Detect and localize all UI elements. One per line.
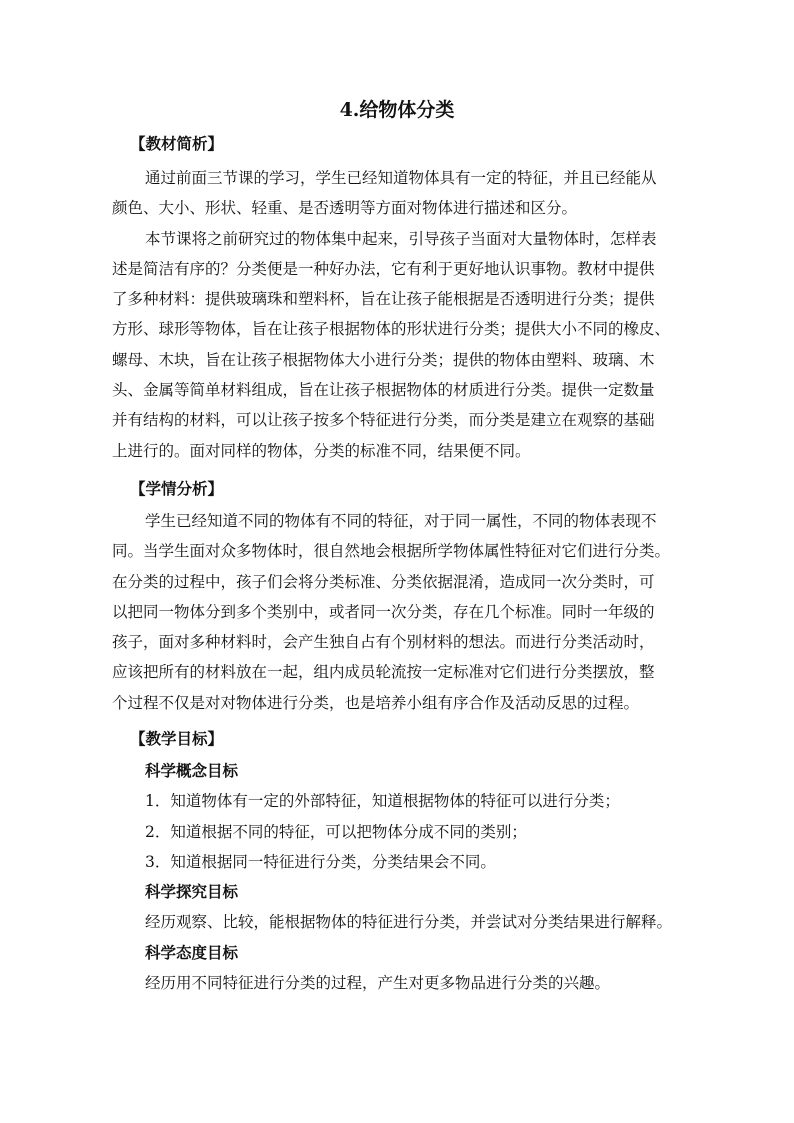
paragraph-line: 螺母、木块，旨在让孩子根据物体大小进行分类；提供的物体由塑料、玻璃、木 <box>112 350 655 369</box>
student-analysis-body <box>112 506 712 718</box>
paragraph-line: 头、金属等简单材料组成，旨在让孩子根据物体的材质进行分类。提供一定数量 <box>112 381 655 400</box>
textbook-analysis-body <box>112 163 712 466</box>
paragraph-line: 在分类的过程中，孩子们会将分类标准、分类依据混淆，造成同一次分类时，可 <box>112 572 655 591</box>
paragraph-line: 述是简洁有序的？分类便是一种好办法，它有利于更好地认识事物。教材中提供 <box>112 259 655 278</box>
document-title: 4.给物体分类 <box>339 99 455 121</box>
section-heading-goals: 【教学目标】 <box>130 729 224 748</box>
section-heading-textbook: 【教材简析】 <box>130 134 224 153</box>
attitude-goals-heading: 科学态度目标 <box>145 942 239 962</box>
paragraph-line: 通过前面三节课的学习，学生已经知道物体具有一定的特征，并且已经能从 <box>145 169 657 187</box>
attitude-goals-text: 经历用不同特征进行分类的过程，产生对更多物品进行分类的兴趣。 <box>145 974 611 993</box>
paragraph-line: 应该把所有的材料放在一起，组内成员轮流按一定标准对它们进行分类摆放，整 <box>112 663 655 682</box>
teaching-goals-body <box>112 756 712 998</box>
paragraph-line: 颜色、大小、形状、轻重、是否透明等方面对物体进行描述和区分。 <box>112 199 578 218</box>
paragraph-line: 孩子，面对多种材料时，会产生独自占有个别材料的想法。而进行分类活动时， <box>112 633 655 652</box>
paragraph-line: 个过程不仅是对对物体进行分类，也是培养小组有序合作及活动反思的过程。 <box>112 693 640 712</box>
paragraph-line: 了多种材料：提供玻璃珠和塑料杯，旨在让孩子能根据是否透明进行分类；提供 <box>112 290 655 309</box>
paragraph-line: 以把同一物体分到多个类别中，或者同一次分类，存在几个标准。同时一年级的 <box>112 602 655 621</box>
list-item: 3．知道根据同一特征进行分类，分类结果会不同。 <box>145 852 496 871</box>
paragraph-line: 方形、球形等物体，旨在让孩子根据物体的形状进行分类；提供大小不同的橡皮、 <box>112 320 671 339</box>
inquiry-goals-heading: 科学探究目标 <box>145 882 239 902</box>
list-item: 1．知道物体有一定的外部特征，知道根据物体的特征可以进行分类； <box>145 792 620 811</box>
list-item: 2．知道根据不同的特征，可以把物体分成不同的类别； <box>145 822 527 841</box>
inquiry-goals-text: 经历观察、比较，能根据物体的特征进行分类，并尝试对分类结果进行解释。 <box>145 913 673 932</box>
paragraph-line: 学生已经知道不同的物体有不同的特征，对于同一属性，不同的物体表现不 <box>145 512 657 530</box>
section-heading-students: 【学情分析】 <box>130 479 224 498</box>
paragraph-line: 上进行的。面对同样的物体，分类的标准不同，结果便不同。 <box>112 441 531 460</box>
paragraph-line: 并有结构的材料，可以让孩子按多个特征进行分类，而分类是建立在观察的基础 <box>112 411 655 430</box>
concept-goals-heading: 科学概念目标 <box>145 761 239 780</box>
paragraph-line: 本节课将之前研究过的物体集中起来，引导孩子当面对大量物体时，怎样表 <box>145 229 657 248</box>
paragraph-line: 同。当学生面对众多物体时，很自然地会根据所学物体属性特征对它们进行分类。 <box>112 542 671 561</box>
